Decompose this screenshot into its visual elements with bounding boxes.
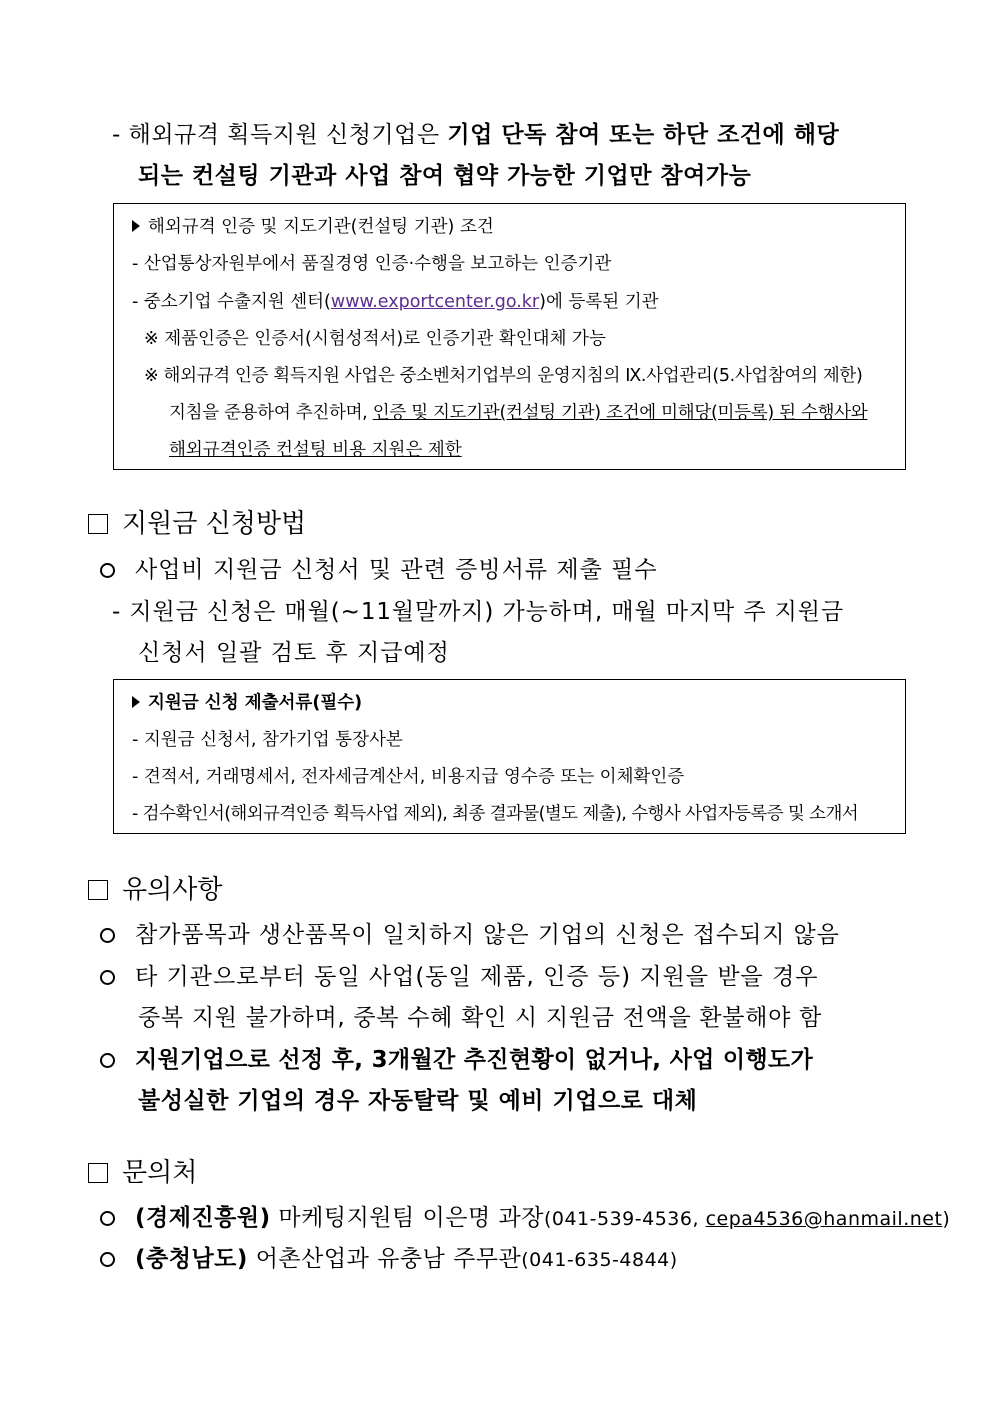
- intro-line-1: [112, 116, 839, 149]
- triangle-bullet-icon: [132, 220, 140, 232]
- box2-title: 지원금 신청 제출서류(필수): [132, 689, 362, 714]
- box1-item-2: - 중소기업 수출지원 센터(www.exportcenter.go.kr)에 등록된 기관: [132, 292, 659, 312]
- box2-item-2: - 견적서, 거래명세서, 전자세금계산서, 비용지급 영수증 또는 이체확인증: [132, 767, 685, 787]
- circle-bullet-icon: [100, 970, 115, 985]
- box1-item-1: - 산업통상자원부에서 품질경영 인증·수행을 보고하는 인증기관: [132, 254, 612, 274]
- box1-note-1: ※ 제품인증은 인증서(시험성적서)로 인증기관 확인대체 가능: [144, 329, 606, 349]
- section2-bullet-1: 참가품목과 생산품목이 일치하지 않은 기업의 신청은 접수되지 않음: [100, 916, 840, 949]
- checkbox-square-icon: [88, 880, 108, 900]
- box1-title: 해외규격 인증 및 지도기관(컨설팅 기관) 조건: [132, 213, 494, 238]
- circle-bullet-icon: [100, 563, 115, 578]
- circle-bullet-icon: [100, 1252, 115, 1267]
- exportcenter-link[interactable]: www.exportcenter.go.kr: [330, 292, 540, 312]
- circle-bullet-icon: [100, 928, 115, 943]
- contact-2-org: (충청남도): [135, 1246, 248, 1272]
- section-heading-notes: 유의사항: [88, 869, 222, 906]
- contact-1-org: (경제진흥원): [135, 1205, 271, 1231]
- section2-bullet-2-line-1: 타 기관으로부터 동일 사업(동일 제품, 인증 등) 지원을 받을 경우: [100, 958, 819, 991]
- section-heading-contact: 문의처: [88, 1152, 197, 1189]
- contact-1-email-link[interactable]: cepa4536@hanmail.net: [705, 1208, 943, 1230]
- circle-bullet-icon: [100, 1053, 115, 1068]
- box2-item-1: - 지원금 신청서, 참가기업 통장사본: [132, 730, 403, 750]
- box1-note-2-line-3: 해외규격인증 컨설팅 비용 지원은 제한: [169, 440, 462, 460]
- box1-note-2-line-1: ※ 해외규격 인증 획득지원 사업은 중소벤처기업부의 운영지침의 Ⅸ.사업관리(5.사업참여의 제한): [144, 366, 863, 386]
- intro-line-2: 되는 컨설팅 기관과 사업 참여 협약 가능한 기업만 참여가능: [138, 163, 752, 189]
- contact-2: (충청남도) 어촌산업과 유충남 주무관(041-635-4844): [100, 1240, 678, 1273]
- checkbox-square-icon: [88, 514, 108, 534]
- checkbox-square-icon: [88, 1163, 108, 1183]
- section1-bullet-1: 사업비 지원금 신청서 및 관련 증빙서류 제출 필수: [100, 551, 658, 584]
- intro-line-1-bold: 기업 단독 참여 또는 하단 조건에 해당: [447, 122, 840, 148]
- section1-dash-line-1: - 지원금 신청은 매월(~11월말까지) 가능하며, 매월 마지막 주 지원금: [112, 599, 845, 625]
- triangle-bullet-icon: [132, 696, 140, 708]
- section-heading-application: 지원금 신청방법: [88, 503, 306, 540]
- section2-bullet-3-line-2: 불성실한 기업의 경우 자동탈락 및 예비 기업으로 대체: [138, 1088, 698, 1114]
- section1-dash-line-2: 신청서 일괄 검토 후 지급예정: [138, 640, 450, 666]
- section2-bullet-2-line-2: 중복 지원 불가하며, 중복 수혜 확인 시 지원금 전액을 환불해야 함: [138, 1005, 822, 1031]
- circle-bullet-icon: [100, 1211, 115, 1226]
- contact-1: (경제진흥원) 마케팅지원팀 이은명 과장(041-539-4536, cepa4536@hanmail.net): [100, 1199, 950, 1232]
- box2-item-3: - 검수확인서(해외규격인증 획득사업 제외), 최종 결과물(별도 제출), 수행사 사업자등록증 및 소개서: [132, 804, 859, 824]
- section2-bullet-3-line-1: 지원기업으로 선정 후, 3개월간 추진현황이 없거나, 사업 이행도가: [100, 1041, 813, 1074]
- box1-note-2-line-2: 지침을 준용하여 추진하며, 인증 및 지도기관(컨설팅 기관) 조건에 미해당(미등록) 된 수행사와: [169, 403, 868, 423]
- intro-line-1-normal: - 해외규격 획득지원 신청기업은: [112, 122, 448, 148]
